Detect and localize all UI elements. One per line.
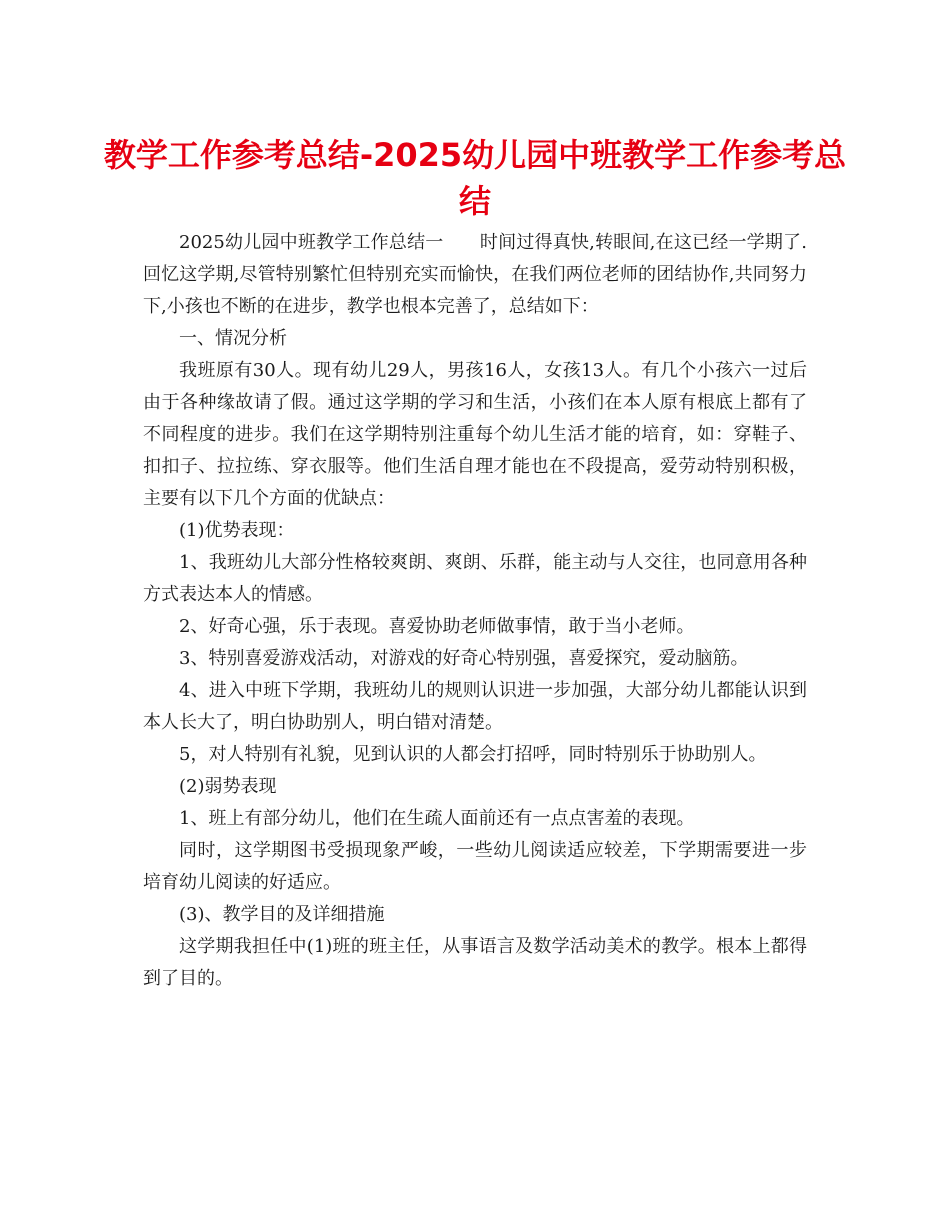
subheading-strengths: (1)优势表现： <box>179 520 295 541</box>
list-item-strength-2: 2、好奇心强，乐于表现。喜爱协助老师做事情，敢于当小老师。 <box>179 616 695 637</box>
list-item-strength-1: 1、我班幼儿大部分性格较爽朗、爽朗、乐群，能主动与人交往，也同意用各种方式表达本人的情感。 <box>143 552 807 605</box>
document-body <box>143 227 807 995</box>
subheading-teaching-goals: (3)、教学目的及详细措施 <box>179 904 385 925</box>
document-title: 教学工作参考总结-2025幼儿园中班教学工作参考总结 <box>103 136 847 220</box>
list-item-strength-5: 5，对人特别有礼貌，见到认识的人都会打招呼，同时特别乐于协助别人。 <box>179 744 767 765</box>
paragraph-intro: 2025幼儿园中班教学工作总结一 时间过得真快,转眼间,在这已经一学期了.回忆这学期,尽管特别繁忙但特别充实而愉快，在我们两位老师的团结协作,共同努力下,小孩也不断的在进步，教学也根本完善了，总结如下： <box>143 232 807 317</box>
paragraph-reading-habits: 同时，这学期图书受损现象严峻，一些幼儿阅读适应较差，下学期需要进一步培育幼儿阅读的好适应。 <box>143 840 807 893</box>
paragraph-teaching-goals: 这学期我担任中(1)班的班主任，从事语言及数学活动美术的教学。根本上都得到了目的。 <box>143 936 807 989</box>
subheading-weaknesses: (2)弱势表现 <box>179 776 277 797</box>
list-item-strength-3: 3、特别喜爱游戏活动，对游戏的好奇心特别强，喜爱探究，爱动脑筋。 <box>179 648 749 669</box>
paragraph-class-overview: 我班原有30人。现有幼儿29人，男孩16人，女孩13人。有几个小孩六一过后由于各种缘故请了假。通过这学期的学习和生活，小孩们在本人原有根底上都有了不同程度的进步。我们在这学期特别注重每个幼儿生活才能的培育，如：穿鞋子、扣扣子、拉拉练、穿衣服等。他们生活自理才能也在不段提高，爱劳动特别积极，主要有以下几个方面的优缺点： <box>143 360 807 509</box>
list-item-weakness-1: 1、班上有部分幼儿，他们在生疏人面前还有一点点害羞的表现。 <box>179 808 695 829</box>
heading-situation-analysis: 一、情况分析 <box>179 328 287 349</box>
list-item-strength-4: 4、进入中班下学期，我班幼儿的规则认识进一步加强，大部分幼儿都能认识到本人长大了，明白协助别人，明白错对清楚。 <box>143 680 807 733</box>
